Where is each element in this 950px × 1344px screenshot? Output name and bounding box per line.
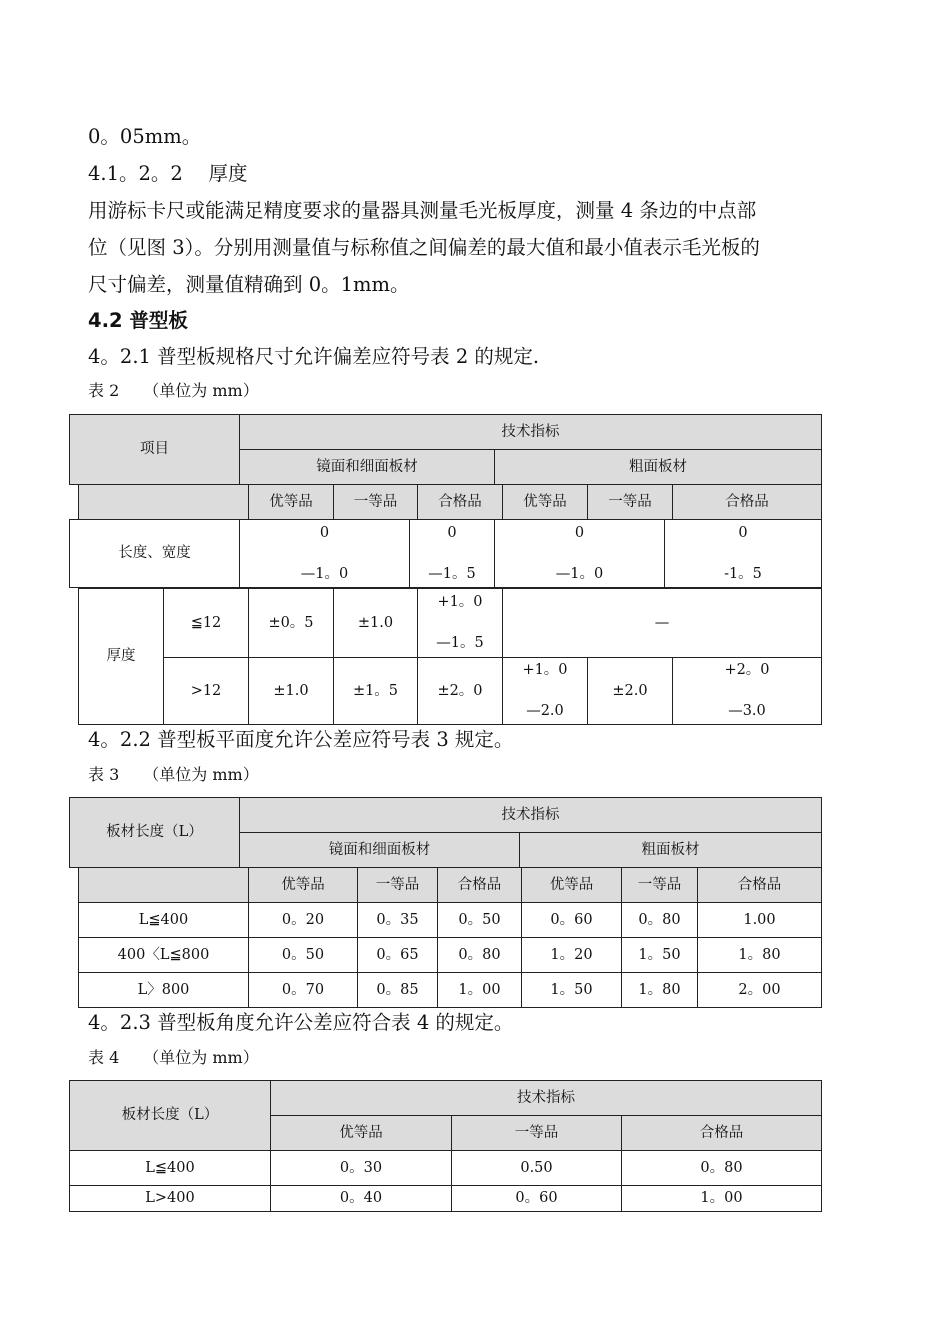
t2-mirror-header: 镜面和细面板材 bbox=[239, 449, 495, 485]
t3-cell: 0。50 bbox=[437, 902, 522, 938]
t3-cell: 1。50 bbox=[621, 937, 698, 973]
table2-caption: 表 2 （单位为 mm） bbox=[88, 381, 259, 400]
t2-cell: — bbox=[502, 588, 822, 658]
t3-row-label: 400〈L≦800 bbox=[78, 937, 249, 973]
t2-cell: 0 —1。0 bbox=[239, 519, 410, 588]
t3-cell: 0。65 bbox=[357, 937, 438, 973]
t4-cell: 1。00 bbox=[621, 1185, 822, 1212]
t2-thickness-label: 厚度 bbox=[78, 588, 164, 725]
t2-cell: ±2。0 bbox=[417, 657, 503, 725]
t4-cell: 0。60 bbox=[451, 1185, 622, 1212]
t2-cell: 0 —1。5 bbox=[409, 519, 495, 588]
t3-cell: 1。00 bbox=[437, 972, 522, 1008]
t2-tech-header: 技术指标 bbox=[239, 414, 822, 450]
section-heading-thickness: 4.1。2。2 厚度 bbox=[88, 162, 248, 185]
paragraph-line: 位（见图 3）。分别用测量值与标称值之间偏差的最大值和最小值表示毛光板的 bbox=[88, 236, 760, 259]
t3-cell: 1。80 bbox=[697, 937, 822, 973]
t2-cell: +2。0 —3.0 bbox=[672, 657, 822, 725]
t3-mirror-header: 镜面和细面板材 bbox=[239, 832, 520, 868]
paragraph-line: 用游标卡尺或能满足精度要求的量器具测量毛光板厚度，测量 4 条边的中点部 bbox=[88, 199, 757, 222]
paragraph-line: 0。05mm。 bbox=[88, 125, 202, 148]
t2-le12-label: ≦12 bbox=[163, 588, 249, 658]
t4-cell: 0.50 bbox=[451, 1150, 622, 1186]
t3-cell: 0。85 bbox=[357, 972, 438, 1008]
paragraph-line: 4。2.2 普型板平面度允许公差应符号表 3 规定。 bbox=[88, 728, 514, 751]
t3-cell: 0。70 bbox=[248, 972, 358, 1008]
t2-cell: +1。0 —2.0 bbox=[502, 657, 588, 725]
t3-rough-header: 粗面板材 bbox=[519, 832, 822, 868]
t2-cell: +1。0 —1。5 bbox=[417, 588, 503, 658]
t3-grade-header: 一等品 bbox=[357, 867, 438, 903]
t2-length-label: 长度、宽度 bbox=[69, 519, 240, 588]
t4-length-header: 板材长度（L） bbox=[69, 1080, 271, 1151]
t2-cell: 0 -1。5 bbox=[664, 519, 822, 588]
t4-row-label: L>400 bbox=[69, 1185, 271, 1212]
table4-caption: 表 4 （单位为 mm） bbox=[88, 1048, 259, 1067]
t2-cell: ±2.0 bbox=[587, 657, 673, 725]
t2-gt12-label: >12 bbox=[163, 657, 249, 725]
t2-grade-header: 一等品 bbox=[587, 484, 673, 520]
t3-grade-header: 一等品 bbox=[621, 867, 698, 903]
paragraph-line: 尺寸偏差，测量值精确到 0。1mm。 bbox=[88, 273, 410, 296]
t4-cell: 0。30 bbox=[270, 1150, 452, 1186]
t4-cell: 0。40 bbox=[270, 1185, 452, 1212]
t2-cell: ±0。5 bbox=[248, 588, 334, 658]
t2-rough-header: 粗面板材 bbox=[494, 449, 822, 485]
t2-grade-header: 一等品 bbox=[333, 484, 418, 520]
t3-row-label: L≦400 bbox=[78, 902, 249, 938]
t2-cell: 0 —1。0 bbox=[494, 519, 665, 588]
t3-cell: 2。00 bbox=[697, 972, 822, 1008]
t2-blank-header bbox=[78, 484, 249, 520]
t2-cell: ±1.0 bbox=[333, 588, 418, 658]
t2-grade-header: 优等品 bbox=[502, 484, 588, 520]
section-heading-4-2: 4.2 普型板 bbox=[88, 309, 188, 332]
paragraph-line: 4。2.1 普型板规格尺寸允许偏差应符号表 2 的规定. bbox=[88, 345, 540, 368]
t3-tech-header: 技术指标 bbox=[239, 797, 822, 833]
t4-row-label: L≦400 bbox=[69, 1150, 271, 1186]
t2-cell: ±1。5 bbox=[333, 657, 418, 725]
t3-cell: 0。80 bbox=[621, 902, 698, 938]
table3-caption: 表 3 （单位为 mm） bbox=[88, 765, 259, 784]
paragraph-line: 4。2.3 普型板角度允许公差应符合表 4 的规定。 bbox=[88, 1011, 514, 1034]
t3-cell: 0。80 bbox=[437, 937, 522, 973]
t2-item-header: 项目 bbox=[69, 414, 240, 485]
t3-cell: 1。20 bbox=[521, 937, 622, 973]
t3-grade-header: 优等品 bbox=[521, 867, 622, 903]
t4-grade-header: 优等品 bbox=[270, 1115, 452, 1151]
t3-blank-header bbox=[78, 867, 249, 903]
t3-cell: 1。50 bbox=[521, 972, 622, 1008]
t4-cell: 0。80 bbox=[621, 1150, 822, 1186]
t2-grade-header: 合格品 bbox=[417, 484, 503, 520]
t2-grade-header: 合格品 bbox=[672, 484, 822, 520]
t3-cell: 0。60 bbox=[521, 902, 622, 938]
t3-cell: 0。20 bbox=[248, 902, 358, 938]
t3-cell: 0。35 bbox=[357, 902, 438, 938]
t2-grade-header: 优等品 bbox=[248, 484, 334, 520]
t3-grade-header: 合格品 bbox=[437, 867, 522, 903]
t3-length-header: 板材长度（L） bbox=[69, 797, 240, 868]
t4-grade-header: 合格品 bbox=[621, 1115, 822, 1151]
t3-row-label: L〉800 bbox=[78, 972, 249, 1008]
t3-cell: 1.00 bbox=[697, 902, 822, 938]
t3-grade-header: 合格品 bbox=[697, 867, 822, 903]
t3-grade-header: 优等品 bbox=[248, 867, 358, 903]
t4-tech-header: 技术指标 bbox=[270, 1080, 822, 1116]
t2-cell: ±1.0 bbox=[248, 657, 334, 725]
t3-cell: 0。50 bbox=[248, 937, 358, 973]
t3-cell: 1。80 bbox=[621, 972, 698, 1008]
t4-grade-header: 一等品 bbox=[451, 1115, 622, 1151]
